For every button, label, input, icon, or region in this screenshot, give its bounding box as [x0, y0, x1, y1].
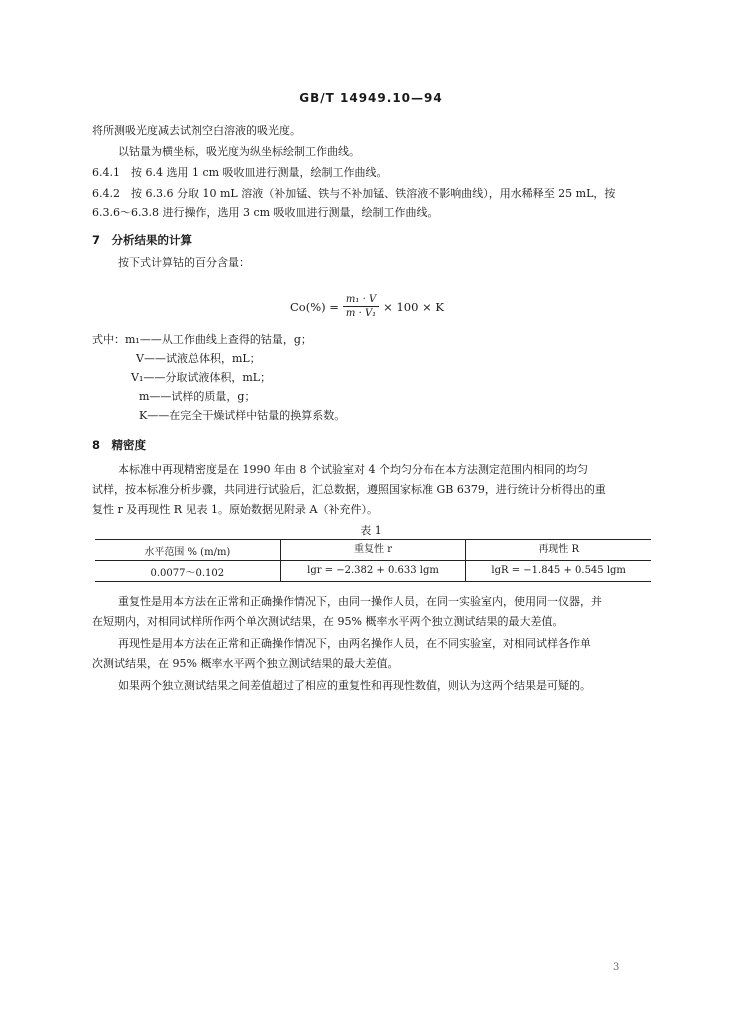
reproducibility-para-line2: 次测试结果，在 95% 概率水平两个独立测试结果的最大差值。 — [92, 657, 399, 670]
definition-m1: 式中：m₁——从工作曲线上查得的钴量，g； — [92, 333, 312, 346]
formula-intro: 按下式计算钴的百分含量： — [118, 256, 250, 269]
formula-rhs: × 100 × K — [383, 299, 444, 314]
definition-m: m——试样的质量，g； — [139, 390, 256, 403]
definition-v: V——试液总体积，mL； — [136, 352, 261, 365]
cell-level-range: 0.0077～0.102 — [150, 567, 225, 579]
precision-para1-line3: 复性 r 及再现性 R 见表 1。原始数据见附录 A（补充件）。 — [92, 503, 378, 516]
clause-6-4-1: 6.4.1 按 6.4 选用 1 cm 吸收皿进行测量，绘制工作曲线。 — [92, 166, 388, 179]
definition-k: K——在完全干燥试样中钴量的换算系数。 — [139, 409, 346, 422]
precision-para1-line2: 试样，按本标准分析步骤，共同进行试验后，汇总数据，遵照国家标准 GB 6379，进行统计分析得出的重 — [92, 483, 606, 496]
header-level-range: 水平范围 % (m/m) — [144, 546, 231, 558]
para-axis-setup: 以钴量为横坐标，吸光度为纵坐标绘制工作曲线。 — [118, 145, 360, 158]
table-1-title: 表 1 — [360, 524, 382, 537]
reproducibility-para-line1: 再现性是用本方法在正常和正确操作情况下，由两名操作人员，在不同实验室，对相同试样各作单 — [118, 637, 591, 650]
cobalt-formula — [290, 294, 444, 319]
definition-v1: V₁——分取试液体积，mL； — [131, 371, 272, 384]
section-8-heading: 8 精密度 — [92, 438, 147, 452]
formula-numerator: m₁ · V — [343, 294, 379, 307]
header-reproducibility: 再现性 R — [465, 540, 651, 560]
repeatability-para-line2: 在短期内，对相同试样所作两个单次测试结果，在 95% 概率水平两个独立测试结果的最大差值。 — [92, 615, 564, 628]
standard-number-header: GB/T 14949.10—94 — [299, 91, 443, 105]
para-continued-blank: 将所测吸光度减去试剂空白溶液的吸光度。 — [92, 124, 301, 137]
formula-lhs: Co(%) = — [290, 299, 339, 314]
section-7-heading: 7 分析结果的计算 — [92, 233, 193, 247]
formula-denominator: m · V₁ — [345, 308, 377, 319]
precision-para1-line1: 本标准中再现精密度是在 1990 年由 8 个试验室对 4 个均匀分布在本方法测定范围内相同的均匀 — [118, 463, 588, 476]
cell-reproducibility: lgR = −1.845 + 0.545 lgm — [465, 561, 651, 581]
clause-6-4-2-line1: 6.4.2 按 6.3.6 分取 10 mL 溶液（补加锰、铁与不补加锰、铁溶液不影响曲线），用水稀释至 25 mL，按 — [92, 187, 616, 200]
precision-table — [95, 539, 651, 582]
formula-fraction — [343, 294, 379, 319]
table-header-row — [95, 540, 651, 561]
clause-6-4-2-line2: 6.3.6～6.3.8 进行操作，选用 3 cm 吸收皿进行测量，绘制工作曲线。 — [92, 206, 439, 219]
cell-repeatability: lgr = −2.382 + 0.633 lgm — [280, 561, 466, 581]
header-repeatability: 重复性 r — [280, 540, 466, 560]
table-row — [95, 561, 651, 581]
repeatability-para-line1: 重复性是用本方法在正常和正确操作情况下，由同一操作人员，在同一实验室内，使用同一仪器，并 — [118, 595, 602, 608]
doubtful-result-para: 如果两个独立测试结果之间差值超过了相应的重复性和再现性数值，则认为这两个结果是可疑的。 — [118, 679, 591, 692]
page-number: 3 — [613, 962, 620, 973]
